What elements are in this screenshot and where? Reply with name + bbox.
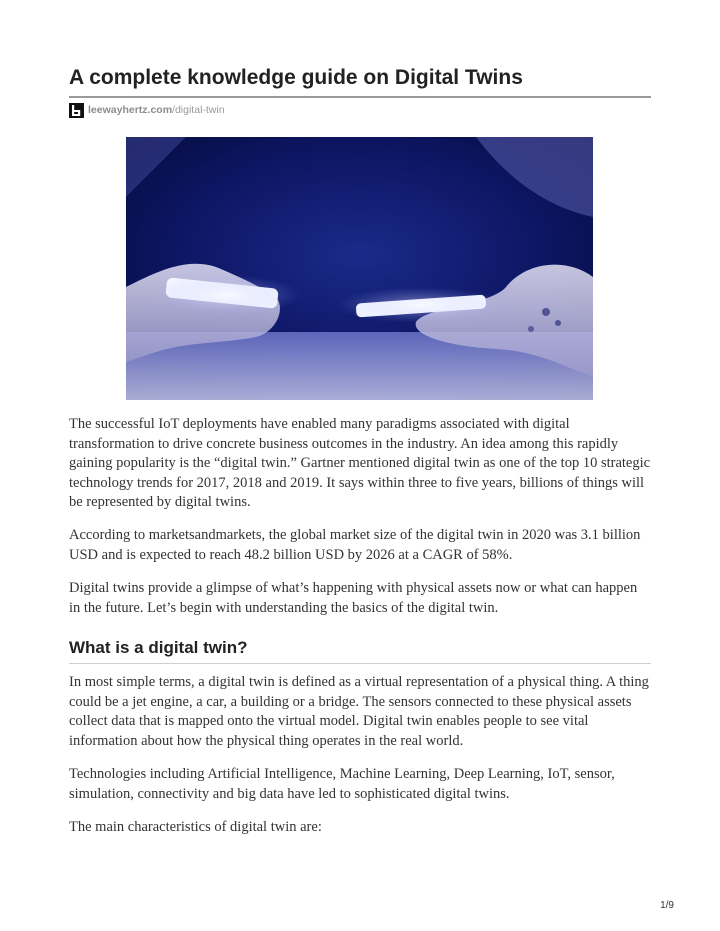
section-paragraph-1: In most simple terms, a digital twin is defined as a virtual representation of a physical thing. A thing could be a jet engine, a car, a building or a bridge. The sensors connected to these physical assets collect data that is mapped onto the virtual model. Digital twin enables people to see vital information about how the physical thing operates in the real world.	[69, 674, 649, 749]
page-number: 1/9	[660, 900, 674, 911]
section-paragraph-3: The main characteristics of digital twin are:	[69, 819, 322, 835]
section-paragraph-2: Technologies including Artificial Intelligence, Machine Learning, Deep Learning, IoT, sensor, simulation, connectivity and big data have led to sophisticated digital twins.	[69, 766, 615, 802]
intro-paragraph-3: Digital twins provide a glimpse of what’s happening with physical assets now or what can happen in the future. Let’s begin with understanding the basics of the digital twin.	[69, 580, 638, 616]
source-domain: leewayhertz.com	[88, 104, 173, 116]
section-heading: What is a digital twin?	[69, 638, 248, 657]
section-divider	[69, 663, 651, 664]
hero-image	[126, 137, 593, 400]
intro-paragraph-1: The successful IoT deployments have enabled many paradigms associated with digital transformation to drive concrete business outcomes in the industry. An idea among this rapidly gaining popularity is the “digital twin.” Gartner mentioned digital twin as one of the top 10 strategic technology trends for 2017, 2018 and 2019. It says within three to five years, billions of things will be represented by digital twins.	[69, 416, 651, 511]
source-line	[69, 102, 225, 118]
source-path: /digital-twin	[172, 104, 225, 116]
page-title: A complete knowledge guide on Digital Twins	[69, 66, 523, 89]
intro-paragraph-2: According to marketsandmarkets, the global market size of the digital twin in 2020 was 3.1 billion USD and is expected to reach 48.2 billion USD by 2026 at a CAGR of 58%.	[69, 527, 641, 563]
source-url[interactable]	[88, 104, 225, 116]
title-divider	[69, 96, 651, 98]
site-logo-icon	[69, 103, 84, 118]
